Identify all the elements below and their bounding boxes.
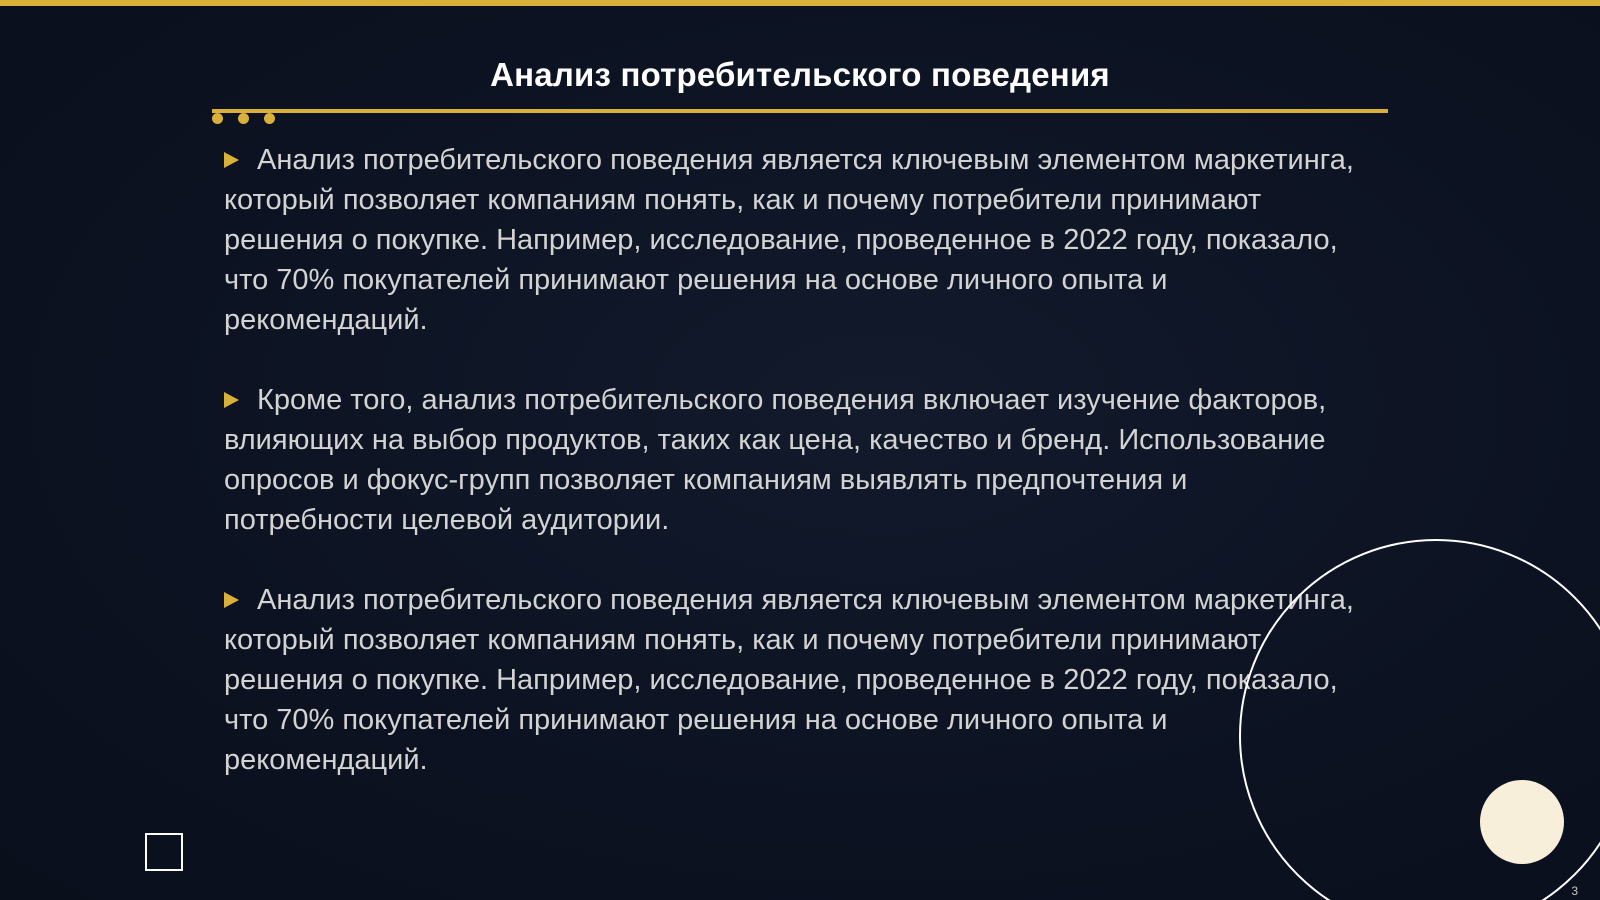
bullet-paragraph [224,380,1364,540]
triangle-right-icon [224,152,239,168]
paragraph-text: Кроме того, анализ потребительского поведения включает изучение факторов, влияющих на выбор продуктов, таких как цена, качество и бренд. Использование опросов и фокус-групп позволяет компаниям выявлять предпочтения и потребности целевой аудитории. [224,384,1327,536]
decorative-circle-filled [1480,780,1564,864]
bullet-paragraph [224,580,1364,780]
top-accent-bar [0,0,1600,6]
bullet-paragraph [224,140,1364,340]
triangle-right-icon [224,592,239,608]
slide-body [224,140,1364,820]
decorative-dot [264,113,275,124]
title-underline [212,109,1388,113]
paragraph-text: Анализ потребительского поведения является ключевым элементом маркетинга, который позволяет компаниям понять, как и почему потребители принимают решения о покупке. Например, исследование, проведенное в 2022 году, показало, что 70% покупателей принимают решения на основе личного опыта и рекомендаций. [224,584,1354,776]
page-number: 3 [1571,884,1578,898]
decorative-dot [238,113,249,124]
triangle-right-icon [224,392,239,408]
paragraph-text: Анализ потребительского поведения является ключевым элементом маркетинга, который позволяет компаниям понять, как и почему потребители принимают решения о покупке. Например, исследование, проведенное в 2022 году, показало, что 70% покупателей принимают решения на основе личного опыта и рекомендаций. [224,144,1354,336]
decorative-square [145,833,183,871]
decorative-dot [212,113,223,124]
slide-title: Анализ потребительского поведения [490,56,1110,93]
